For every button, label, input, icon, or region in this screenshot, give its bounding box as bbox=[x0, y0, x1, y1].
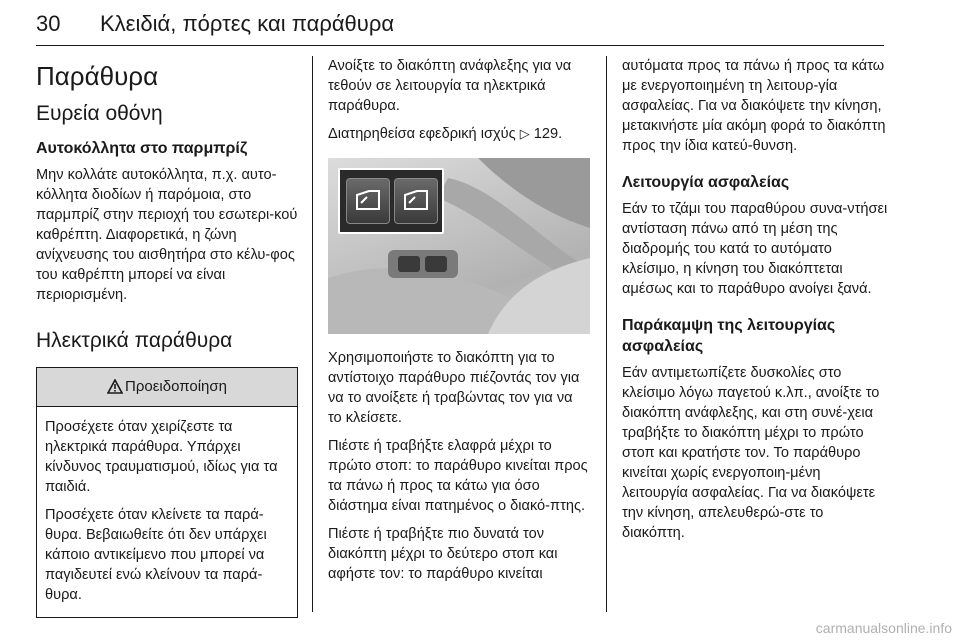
page-ref-number[interactable]: 129. bbox=[533, 126, 563, 142]
warning-title-bar bbox=[37, 368, 297, 407]
page-ref-icon: ▷ bbox=[519, 126, 530, 141]
safety-text: Εάν το τζάμι του παραθύρου συνα-ντήσει αντίσταση πάνω από τη μέση της διαδρομής του κατά το αυτόματο κλείσιμο, η κίνηση του διακόπτεται αμέσως και το παράθυρο ανοίγει ξανά. bbox=[622, 201, 888, 297]
warning-body bbox=[37, 407, 297, 617]
warning-text-2: Προσέχετε όταν κλείνετε τα παρά-θυρα. Βεβαιωθείτε ότι δεν υπάρχει κάποιο αντικείμενο που μπορεί να παγιδευτεί ενώ κλείνουν τα παρά-θυρα. bbox=[45, 507, 267, 603]
window-switch-right bbox=[394, 178, 438, 224]
column-1 bbox=[36, 56, 298, 618]
column-divider-1 bbox=[312, 56, 313, 612]
adhesive-heading: Αυτοκόλλητα στο παρμπρίζ bbox=[36, 140, 248, 157]
watermark: carmanualsonline.info bbox=[815, 620, 952, 636]
override-heading: Παράκαμψη της λειτουργίας ασφαλείας bbox=[622, 317, 836, 355]
second-stop-text: Πιέστε ή τραβήξτε πιο δυνατά τον διακόπτη μέχρι το δεύτερο στοπ και αφήστε τον: το παράθυρο κινείται bbox=[328, 526, 558, 582]
auto-move-text: αυτόματα προς τα πάνω ή προς τα κάτω με ενεργοποιημένη τη λειτουρ-γία ασφαλείας. Για να διακόψετε την κίνηση, μετακινήστε μία ακόμη φορά το διακόπτη προς την ίδια κατεύ-θυνση. bbox=[622, 58, 886, 154]
warning-text-1: Προσέχετε όταν χειρίζεστε τα ηλεκτρικά παράθυρα. Υπάρχει κίνδυνος τραυματισμού, ιδίως για τα παιδιά. bbox=[45, 419, 278, 495]
page-header bbox=[36, 6, 884, 42]
column-divider-2 bbox=[606, 56, 607, 612]
switch-closeup-inset bbox=[338, 168, 444, 234]
warning-box bbox=[36, 367, 298, 618]
safety-heading: Λειτουργία ασφαλείας bbox=[622, 174, 790, 191]
column-3 bbox=[622, 56, 888, 551]
adhesive-text: Μην κολλάτε αυτοκόλλητα, π.χ. αυτο-κόλλητα διοδίων ή παρόμοια, στο παρμπρίζ στην περιοχή του εσωτερι-κού καθρέπτη. Διαφορετικά, η ζώνη ανίχνευσης του αισθητήρα στο κέλυ-φος του καθρέπτη μπορεί να είναι περιορισμένη. bbox=[36, 167, 298, 303]
window-icon bbox=[347, 179, 389, 223]
window-switch-photo bbox=[328, 158, 590, 334]
ignition-text: Ανοίξτε το διακόπτη ανάφλεξης για να τεθούν σε λειτουργία τα ηλεκτρικά παράθυρα. bbox=[328, 58, 572, 114]
subsection-title: Ευρεία οθόνη bbox=[36, 102, 163, 125]
power-windows-title: Ηλεκτρικά παράθυρα bbox=[36, 329, 233, 352]
backup-power-text bbox=[328, 124, 590, 144]
header-rule bbox=[36, 45, 884, 46]
page-number: 30 bbox=[36, 11, 61, 36]
switch-usage-text: Χρησιμοποιήστε το διακόπτη για το αντίστοιχο παράθυρο πιέζοντάς τον για να το ανοίξετε ή τραβώντας τον για να το κλείσετε. bbox=[328, 350, 580, 426]
warning-title: Προειδοποίηση bbox=[125, 378, 227, 395]
window-icon bbox=[395, 179, 437, 223]
column-2 bbox=[328, 56, 590, 592]
backup-power-label: Διατηρηθείσα εφεδρική ισχύς bbox=[328, 126, 516, 142]
override-text: Εάν αντιμετωπίζετε δυσκολίες στο κλείσιμο λόγω παγετού κ.λπ., ανοίξτε το διακόπτη ανάφλεξης, και στη συνέ-χεια τραβήξτε το διακόπτη μέχρι το πρώτο στοπ και κρατήστε τον. Το παράθυρο κινείται χωρίς ενεργοποιη-μένη λειτουργία ασφαλείας. Για να διακόψετε την κίνηση, απελευθερώ-στε το διακόπτη. bbox=[622, 365, 880, 541]
section-title: Παράθυρα bbox=[36, 61, 159, 91]
chapter-title: Κλειδιά, πόρτες και παράθυρα bbox=[100, 11, 395, 36]
window-switch-left bbox=[346, 178, 390, 224]
warning-triangle-icon bbox=[107, 379, 123, 394]
first-stop-text: Πιέστε ή τραβήξτε ελαφρά μέχρι το πρώτο στοπ: το παράθυρο κινείται προς τα πάνω ή προς τα κάτω για όσο διάστημα είναι πατημένος ο διακό-πτης. bbox=[328, 438, 588, 514]
